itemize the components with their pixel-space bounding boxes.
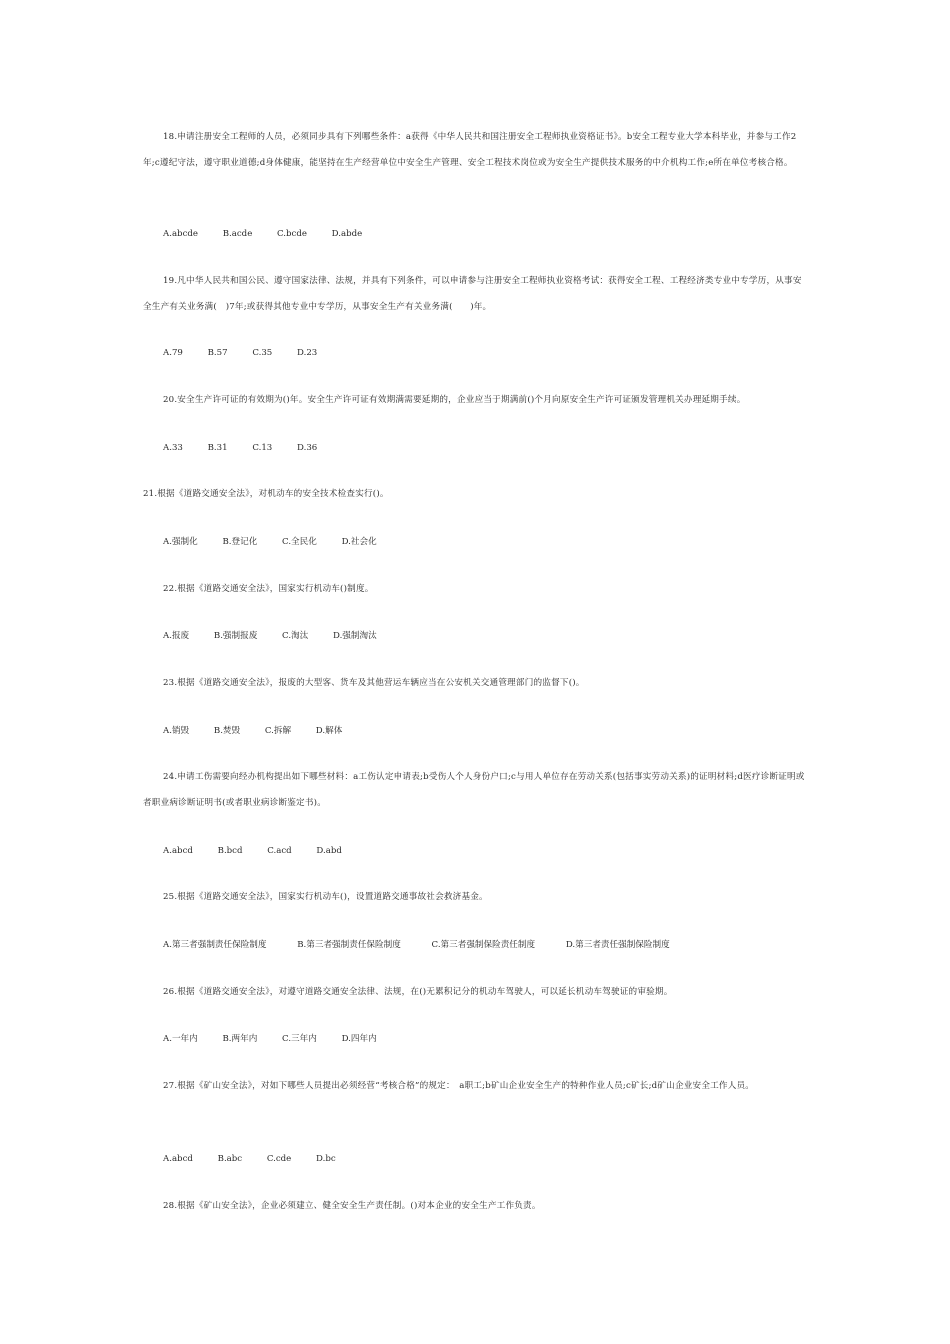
option-a: A.第三者强制责任保险制度 bbox=[163, 940, 267, 950]
question-25: 25.根据《道路交通安全法》，国家实行机动车()，设置道路交通事故社会救济基金。 bbox=[163, 892, 488, 902]
question-22: 22.根据《道路交通安全法》，国家实行机动车()制度。 bbox=[163, 584, 374, 594]
question-27: 27.根据《矿山安全法》，对如下哪些人员提出必须经营“考核合格”的规定： a职工;b矿山企业安全生产的特种作业人员;c矿长;d矿山企业安全工作人员。 bbox=[163, 1081, 755, 1091]
option-d: D.bc bbox=[316, 1154, 336, 1164]
option-d: D.社会化 bbox=[341, 537, 377, 547]
option-d: D.abde bbox=[331, 229, 363, 239]
option-b: B.57 bbox=[207, 348, 228, 358]
question-28: 28.根据《矿山安全法》，企业必须建立、健全安全生产责任制。()对本企业的安全生产工作负责。 bbox=[163, 1201, 541, 1211]
option-d: D.四年内 bbox=[341, 1034, 377, 1044]
option-d: D.23 bbox=[297, 348, 318, 358]
question-21: 21.根据《道路交通安全法》，对机动车的安全技术检查实行()。 bbox=[143, 489, 389, 499]
option-b: B.登记化 bbox=[222, 537, 258, 547]
option-d: D.解体 bbox=[315, 726, 343, 736]
option-c: C.35 bbox=[252, 348, 273, 358]
option-a: A.abcd bbox=[163, 846, 193, 856]
option-b: B.bcd bbox=[217, 846, 243, 856]
option-a: A.abcd bbox=[163, 1154, 193, 1164]
option-a: A.销毁 bbox=[163, 726, 190, 736]
option-d: D.第三者责任强制保险制度 bbox=[565, 940, 670, 950]
options-27 bbox=[163, 1153, 358, 1165]
question-23: 23.根据《道路交通安全法》，报废的大型客、货车及其他营运车辆应当在公安机关交通管理部门的监督下()。 bbox=[163, 678, 585, 688]
question-18: 18.申请注册安全工程师的人员，必须同步具有下列哪些条件：a获得《中华人民共和国注册安全工程师执业资格证书》。b安全工程专业大学本科毕业，并参与工作2年;c遵纪守法，遵守职业道德;d身体健康，能坚持在生产经营单位中安全生产管理、安全工程技术岗位或为安全生产提供技术服务的中介机构工作;e所在单位考核合格。 bbox=[143, 132, 797, 168]
option-c: C.三年内 bbox=[282, 1034, 317, 1044]
options-22 bbox=[163, 630, 399, 642]
option-c: C.13 bbox=[252, 443, 273, 453]
option-d: D.强制淘汰 bbox=[332, 631, 377, 641]
option-b: B.acde bbox=[222, 229, 253, 239]
option-c: C.cde bbox=[266, 1154, 292, 1164]
options-24 bbox=[163, 845, 364, 857]
option-b: B.31 bbox=[207, 443, 228, 453]
option-a: A.79 bbox=[163, 348, 183, 358]
option-b: B.abc bbox=[217, 1154, 243, 1164]
question-24: 24.申请工伤需要向经办机构提出如下哪些材料：a工伤认定申请表;b受伤人个人身份户口;c与用人单位存在劳动关系(包括事实劳动关系)的证明材料;d医疗诊断证明或者职业病诊断证明书(或者职业病诊断鉴定书)。 bbox=[143, 772, 805, 808]
options-26 bbox=[163, 1033, 399, 1045]
option-a: A.33 bbox=[163, 443, 183, 453]
option-c: C.bcde bbox=[277, 229, 307, 239]
option-c: C.全民化 bbox=[282, 537, 317, 547]
option-a: A.abcde bbox=[163, 229, 198, 239]
question-26: 26.根据《道路交通安全法》，对遵守道路交通安全法律、法规，在()无累积记分的机动车驾驶人，可以延长机动车驾驶证的审验期。 bbox=[163, 987, 673, 997]
question-19: 19.凡中华人民共和国公民、遵守国家法律、法规，并具有下列条件，可以申请参与注册安全工程师执业资格考试：获得安全工程、工程经济类专业中专学历，从事安全生产有关业务满( )7年;或获得其他专业中专学历，从事安全生产有关业务满( )年。 bbox=[143, 276, 802, 312]
option-c: C.acd bbox=[267, 846, 292, 856]
option-a: A.报废 bbox=[163, 631, 190, 641]
options-19 bbox=[163, 347, 339, 359]
option-c: C.拆解 bbox=[264, 726, 292, 736]
option-a: A.强制化 bbox=[163, 537, 198, 547]
options-18 bbox=[163, 228, 384, 240]
options-20 bbox=[163, 442, 339, 454]
question-20: 20.安全生产许可证的有效期为()年。安全生产许可证有效期满需要延期的，企业应当于期满前()个月向原安全生产许可证颁发管理机关办理延期手续。 bbox=[163, 395, 746, 405]
option-b: B.两年内 bbox=[222, 1034, 258, 1044]
option-a: A.一年内 bbox=[163, 1034, 198, 1044]
option-d: D.abd bbox=[316, 846, 342, 856]
option-b: B.强制报废 bbox=[213, 631, 258, 641]
option-c: C.第三者强制保险责任制度 bbox=[431, 940, 536, 950]
option-b: B.第三者强制责任保险制度 bbox=[297, 940, 401, 950]
option-b: B.焚毁 bbox=[213, 726, 241, 736]
options-25 bbox=[163, 939, 698, 951]
option-d: D.36 bbox=[297, 443, 318, 453]
option-c: C.淘汰 bbox=[282, 631, 309, 641]
options-21 bbox=[163, 536, 399, 548]
options-23 bbox=[163, 725, 364, 737]
